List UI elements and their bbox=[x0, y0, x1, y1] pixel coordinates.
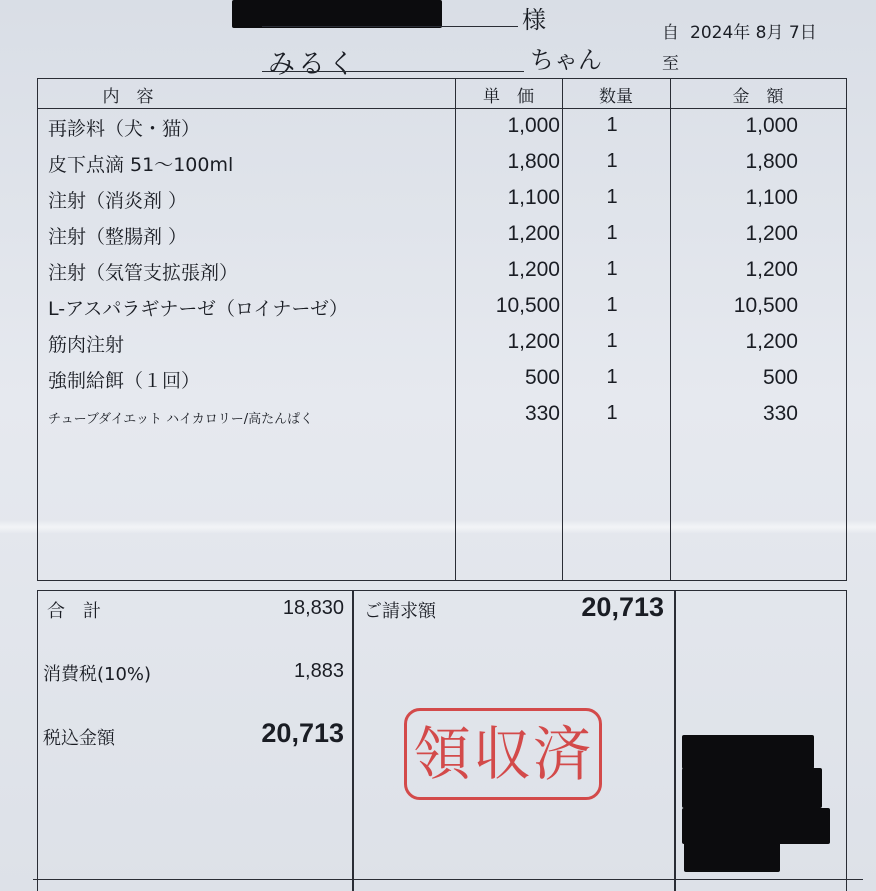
subtotal-label: 合 計 bbox=[47, 601, 101, 622]
item-amount: 1,000 bbox=[745, 114, 798, 137]
item-unit-price: 10,500 bbox=[495, 294, 560, 317]
item-unit-price: 1,000 bbox=[507, 114, 560, 137]
item-amount: 500 bbox=[762, 366, 798, 389]
header-divider bbox=[38, 108, 846, 109]
item-description: 皮下点滴 51〜100ml bbox=[48, 154, 234, 176]
item-unit-price: 1,200 bbox=[507, 258, 560, 281]
total-label: 税込金額 bbox=[43, 728, 115, 749]
column-header-unit-price: 単 価 bbox=[483, 87, 534, 107]
item-amount: 1,100 bbox=[745, 186, 798, 209]
column-header-quantity: 数量 bbox=[599, 87, 633, 107]
table-row bbox=[38, 222, 846, 258]
item-description: 筋肉注射 bbox=[48, 334, 125, 356]
item-unit-price: 1,200 bbox=[507, 330, 560, 353]
owner-honorific: 様 bbox=[522, 6, 546, 34]
subtotal-value: 18,830 bbox=[282, 597, 344, 619]
table-row bbox=[38, 366, 846, 402]
to-label: 至 bbox=[662, 54, 679, 74]
item-description: L-アスパラギナーゼ（ロイナーゼ） bbox=[48, 298, 349, 320]
billing-label: ご請求額 bbox=[364, 601, 436, 622]
itemized-table bbox=[37, 78, 847, 581]
pet-name: みるく bbox=[268, 49, 358, 80]
redacted-owner-name bbox=[232, 0, 442, 28]
item-description: 強制給餌（１回） bbox=[48, 370, 201, 392]
owner-name-underline bbox=[262, 26, 518, 27]
item-quantity: 1 bbox=[606, 294, 618, 316]
table-row bbox=[38, 294, 846, 330]
pet-honorific: ちゃん bbox=[530, 46, 602, 74]
billing-amount: 20,713 bbox=[581, 592, 664, 622]
table-row bbox=[38, 402, 846, 438]
item-description: 再診料（犬・猫） bbox=[48, 118, 201, 140]
item-amount: 10,500 bbox=[733, 294, 798, 317]
item-quantity: 1 bbox=[606, 402, 618, 424]
redacted-staff-info bbox=[682, 768, 822, 808]
item-amount: 1,200 bbox=[745, 222, 798, 245]
item-amount: 1,800 bbox=[745, 150, 798, 173]
item-unit-price: 330 bbox=[524, 402, 560, 425]
item-unit-price: 1,800 bbox=[507, 150, 560, 173]
redacted-staff-info bbox=[682, 735, 814, 769]
item-quantity: 1 bbox=[606, 150, 618, 172]
redacted-staff-info bbox=[684, 842, 780, 872]
total-value: 20,713 bbox=[261, 718, 344, 748]
item-unit-price: 1,200 bbox=[507, 222, 560, 245]
item-unit-price: 1,100 bbox=[507, 186, 560, 209]
item-quantity: 1 bbox=[606, 222, 618, 244]
item-quantity: 1 bbox=[606, 330, 618, 352]
column-header-amount: 金 額 bbox=[732, 87, 784, 107]
item-unit-price: 500 bbox=[524, 366, 560, 389]
item-description: 注射（整腸剤 ） bbox=[48, 226, 188, 248]
item-amount: 1,200 bbox=[745, 330, 798, 353]
item-description: チューブダイエット ハイカロリー/高たんぱく bbox=[48, 412, 314, 427]
visit-date: 2024年 8月 7日 bbox=[690, 23, 817, 43]
paid-stamp bbox=[404, 708, 602, 800]
item-description: 注射（気管支拡張剤） bbox=[48, 262, 239, 284]
tax-value: 1,883 bbox=[293, 660, 344, 682]
item-quantity: 1 bbox=[606, 186, 618, 208]
table-row bbox=[38, 330, 846, 366]
item-quantity: 1 bbox=[606, 258, 618, 280]
paid-stamp-text: 領収済 bbox=[412, 720, 593, 788]
item-amount: 1,200 bbox=[745, 258, 798, 281]
table-row bbox=[38, 114, 846, 150]
tax-label: 消費税(10%) bbox=[43, 664, 152, 685]
table-row bbox=[38, 186, 846, 222]
table-row bbox=[38, 150, 846, 186]
item-quantity: 1 bbox=[606, 366, 618, 388]
table-row bbox=[38, 258, 846, 294]
footer-line bbox=[33, 879, 863, 880]
item-description: 注射（消炎剤 ） bbox=[48, 190, 188, 212]
item-quantity: 1 bbox=[606, 114, 618, 136]
from-label: 自 bbox=[662, 23, 679, 43]
pet-name-underline bbox=[262, 71, 524, 72]
redacted-staff-info bbox=[682, 808, 830, 844]
item-amount: 330 bbox=[762, 402, 798, 425]
column-header-description: 内 容 bbox=[102, 87, 154, 107]
